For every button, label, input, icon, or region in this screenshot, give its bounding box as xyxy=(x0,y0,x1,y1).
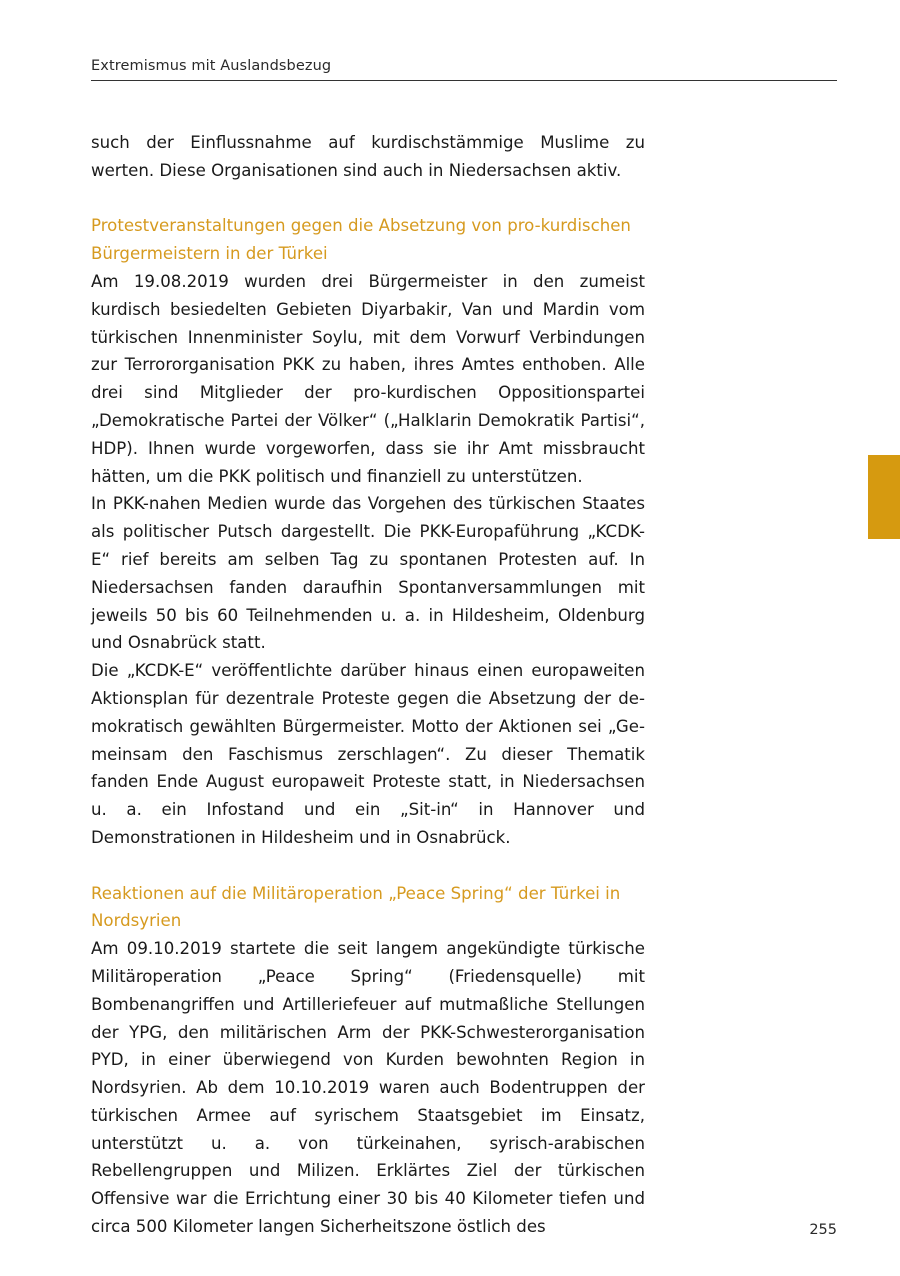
header-divider xyxy=(91,80,837,81)
section-heading-peace-spring: Reaktionen auf die Militäroperation „Peace Spring“ der Türkei in Nordsyrien xyxy=(91,883,621,931)
body-paragraph: Die „KCDK-E“ veröffentlichte darüber hinaus einen europaweiten Aktionsplan für dezentrale Proteste gegen die Absetzung der demokratisch gewählten Bürgermeister. Motto der Aktionen sei „Gemeinsam den Faschismus zerschlagen“. Zu dieser Thematik fanden Ende August europaweit Proteste statt, in Niedersachsen u. a. ein Infostand und ein „Sit-in“ in Hannover und Demonstrationen in Hildesheim und in Osnabrück. xyxy=(91,661,645,847)
page-number: 255 xyxy=(809,1222,837,1238)
intro-paragraph: such der Einflussnahme auf kurdischstämmige Muslime zu werten. Diese Organisationen sind auch in Niedersachsen aktiv. xyxy=(91,133,645,180)
main-text-column xyxy=(91,129,645,1241)
body-paragraph: In PKK-nahen Medien wurde das Vorgehen des türkischen Staates als politischer Putsch dargestellt. Die PKK-Europaführung „KCDK-E“ rief bereits am selben Tag zu spontanen Protesten auf. In Niedersachsen fanden daraufhin Spontanversammlungen mit jeweils 50 bis 60 Teilnehmenden u. a. in Hildesheim, Oldenburg und Osnabrück statt. xyxy=(91,494,645,653)
body-paragraph: Am 19.08.2019 wurden drei Bürgermeister in den zumeist kurdisch besiedelten Gebieten Diyarbakir, Van und Mardin vom türkischen Innenminister Soylu, mit dem Vorwurf Verbindungen zur Terrororganisation PKK zu haben, ihres Amtes enthoben. Alle drei sind Mitglieder der pro-kurdischen Oppositionspartei „Demokratische Partei der Völker“ („Halklarin Demokratik Partisi“, HDP). Ihnen wurde vorgeworfen, dass sie ihr Amt missbraucht hätten, um die PKK politisch und finanziell zu unterstützen. xyxy=(91,271,645,486)
body-paragraph: Am 09.10.2019 startete die seit langem angekündigte türkische Militäroperation „Peace Spring“ (Friedensquelle) mit Bombenangriffen und Artilleriefeuer auf mutmaßliche Stellungen der YPG, den militärischen Arm der PKK-Schwesterorganisation PYD, in einer überwiegend von Kurden bewohnten Region in Nordsyrien. Ab dem 10.10.2019 waren auch Bodentruppen der türkischen Armee auf syrischem Staatsgebiet im Einsatz, unterstützt u. a. von türkeinahen, syrisch-arabischen Rebellengruppen und Milizen. Erklärtes Ziel der türkischen Offensive war die Errichtung einer 30 bis 40 Kilometer tiefen und circa 500 Kilometer langen Sicherheitszone östlich des xyxy=(91,939,645,1237)
chapter-thumb-tab xyxy=(868,455,900,539)
section-heading-protests: Protestveranstaltungen gegen die Absetzung von pro-kurdischen Bürgermeistern in der Türkei xyxy=(91,216,631,264)
running-header: Extremismus mit Auslandsbezug xyxy=(91,58,332,74)
